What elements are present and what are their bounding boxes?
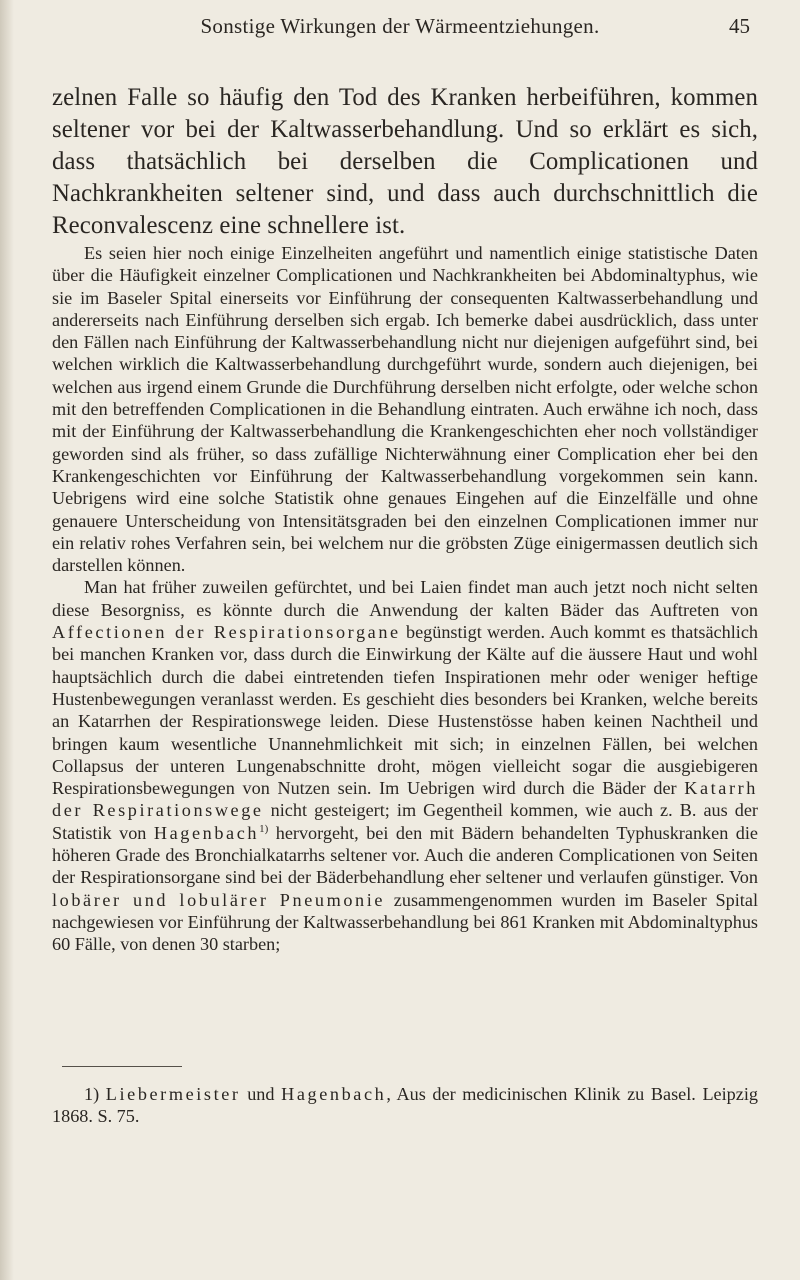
page-number: 45 [729, 14, 750, 38]
running-title: Sonstige Wirkungen der Wärmeentziehungen. [200, 14, 600, 38]
emphasized-text: lobärer und lobulärer Pneumonie [52, 889, 386, 910]
paragraph-respiration [52, 576, 758, 955]
text-run: , Aus der medicinischen Klinik zu Basel. Leipzig 1868. S. 75. [52, 1084, 758, 1127]
footnote-rule [62, 1066, 182, 1067]
body-text [52, 82, 758, 956]
emphasized-text: Hagenbach [281, 1084, 387, 1104]
emphasized-text: Liebermeister [105, 1084, 241, 1104]
paragraph-statistics [52, 242, 758, 576]
paragraph-continuation [52, 82, 758, 242]
text-run: Es seien hier noch einige Einzelheiten angeführt und namentlich einige statistische Daten über die Häufigkeit einzelner Complicationen und Nachkrankheiten bei Abdominaltyphus, wie sie im Baseler Spital einerseits vor Einführung der consequenten Kaltwasserbehandlung und andererseits nach Einführung derselben sich ergab. Ich bemerke dabei ausdrücklich, dass unter den Fällen nach Einführung der Kaltwasserbehandlung nicht nur diejenigen aufgeführt sind, bei welchen wirklich die Kaltwasserbehandlung durchgeführt wurde, sondern auch diejenigen, bei welchen aus irgend einem Grunde die Durchführung derselben nicht erfolgte, oder welche schon mit den betreffenden Complicationen in die Behandlung eintraten. Auch erwähne ich noch, dass mit der Einführung der Kaltwasserbehandlung die Krankengeschichten eher noch vollständiger geworden sind als früher, so dass zufällige Nichterwähnung einer Complication eher bei den Krankengeschichten vor Einführung der Kaltwasserbehandlung vorgekommen sein kann. Uebrigens wird eine solche Statistik ohne genaues Eingehen auf die Einzelfälle und ohne genauere Unterscheidung von Intensitätsgraden bei den einzelnen Complicationen immer nur ein relativ rohes Verfahren sein, bei welchem nur die gröbsten Züge einigermassen deutlich sich darstellen können. [52, 243, 758, 576]
text-run: begünstigt werden. Auch kommt es thatsächlich bei manchen Kranken vor, dass durch die Einwirkung der Kälte auf die äussere Haut und wohl hauptsächlich durch die dabei eintretenden tiefen Inspirationen mehr oder weniger heftige Hustenbewegungen veranlasst werden. Es geschieht dies besonders bei Kranken, welche bereits an Katarrhen der Respirationswege leiden. Diese Hustenstösse haben keinen Nachtheil und bringen kaum wesentliche Unannehmlichkeit mit sich; in einzelnen Fällen, bei welchen Collapsus der unteren Lungenabschnitte droht, mögen vielleicht sogar die ausgiebigeren Respirationsbewegungen von Nutzen sein. Im Uebrigen wird durch die Bäder der [52, 622, 758, 799]
emphasized-text: Hagenbach [153, 822, 260, 843]
text-run: 1) [84, 1084, 106, 1104]
text-run: nicht gesteigert; im Gegentheil kommen, wie auch z. B. aus der Statistik von [52, 800, 758, 843]
footnote-marker: 1) [259, 822, 269, 835]
text-run: Man hat früher zuweilen gefürchtet, und bei Laien findet man auch jetzt noch nicht selten diese Besorgniss, es könnte durch die Anwendung der kalten Bäder das Auftreten von [52, 577, 758, 620]
emphasized-text: Katarrh der Respirationswege [52, 778, 758, 821]
running-head [50, 14, 750, 44]
text-run: zusammengenommen wurden im Baseler Spital nachgewiesen vor Einführung der Kaltwasserbehandlung bei 861 Kranken mit Abdominaltyphus 60 Fälle, von denen 30 starben; [52, 889, 758, 955]
text-run: hervorgeht, bei den mit Bädern behandelten Typhuskranken die höheren Grade des Bronchialkatarrhs seltener vor. Auch die anderen Complicationen von Seiten der Respirationsorgane sind bei der Bäderbehandlung eher seltener und verlaufen günstiger. Von [52, 822, 758, 888]
text-run: zelnen Falle so häufig den Tod des Kranken herbeiführen, kommen seltener vor bei der Kaltwasserbehandlung. Und so erklärt es sich, dass thatsächlich bei derselben die Complicationen und Nachkrankheiten seltener sind, und dass auch durchschnittlich die Reconvalescenz eine schnellere ist. [52, 84, 758, 239]
footnote [52, 1083, 758, 1128]
text-run: und [240, 1084, 282, 1104]
emphasized-text: Affectionen der Respirationsorgane [52, 622, 401, 643]
